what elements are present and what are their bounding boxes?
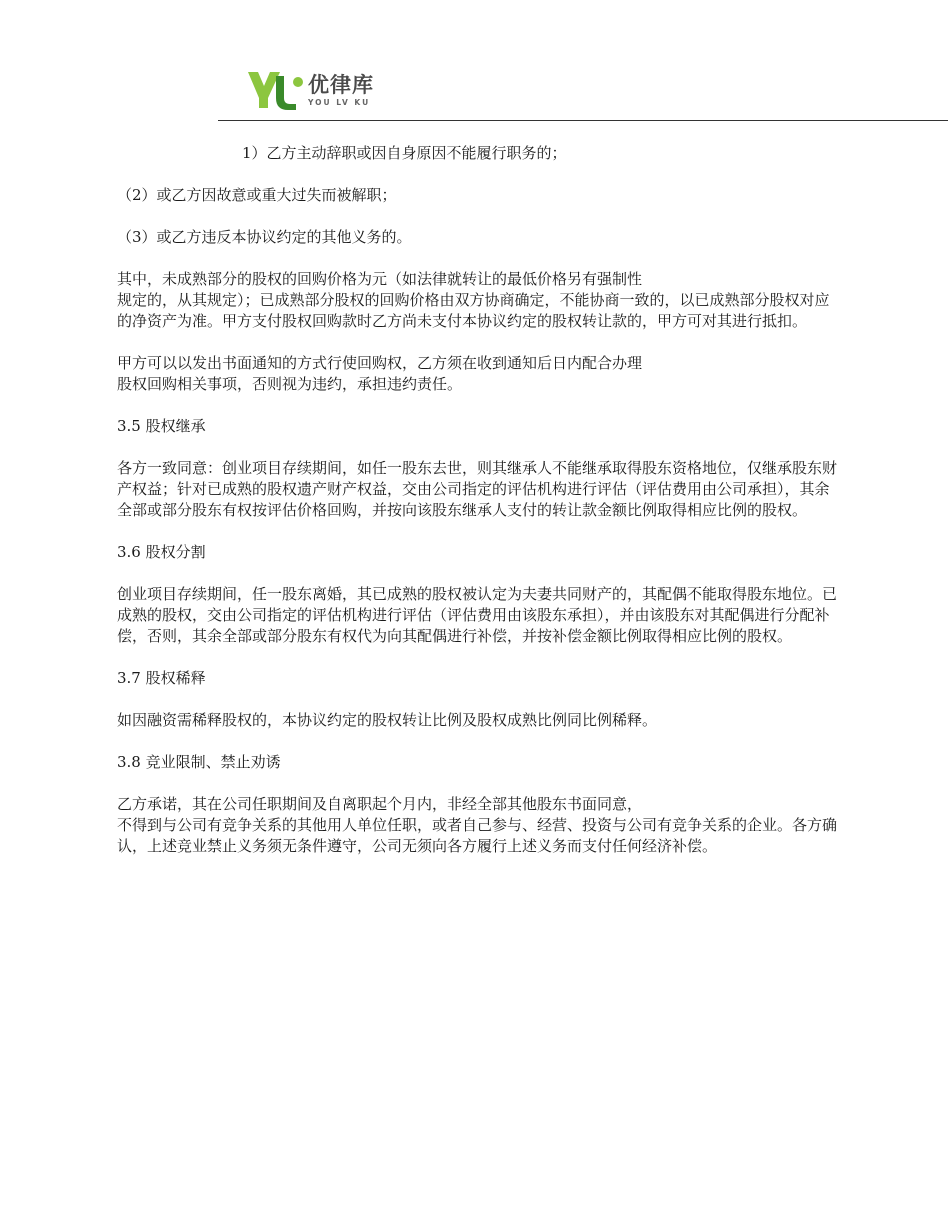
section-body-3-8-rest: 不得到与公司有竞争关系的其他用人单位任职，或者自己参与、经营、投资与公司有竞争关系的企业。各方确认，上述竞业禁止义务须无条件遵守，公司无须向各方履行上述义务而支付任何经济补偿。 — [117, 816, 838, 855]
section-body-3-8-line1: 乙方承诺，其在公司任职期间及自离职起个月内，非经全部其他股东书面同意， — [117, 795, 643, 813]
clause-item-1: 1）乙方主动辞职或因自身原因不能履行职务的； — [242, 144, 567, 162]
section-heading-3-5: 3.5 股权继承 — [117, 417, 206, 435]
clause-item-3: （3）或乙方违反本协议约定的其他义务的。 — [117, 228, 412, 246]
section-heading-3-7: 3.7 股权稀释 — [117, 669, 206, 687]
header-divider — [218, 120, 948, 121]
logo — [246, 68, 374, 112]
paragraph-notice-line1: 甲方可以以发出书面通知的方式行使回购权，乙方须在收到通知后日内配合办理 — [117, 354, 643, 372]
section-heading-3-8: 3.8 竞业限制、禁止劝诱 — [117, 753, 281, 771]
paragraph-price-rest: 规定的，从其规定）；已成熟部分股权的回购价格由双方协商确定，不能协商一致的，以已成熟部分股权对应的净资产为准。甲方支付股权回购款时乙方尚未支付本协议约定的股权转让款的，甲方可对其进行抵扣。 — [117, 291, 830, 330]
logo-text-en: YOU LV KU — [308, 98, 371, 107]
section-body-3-5: 各方一致同意：创业项目存续期间，如任一股东去世，则其继承人不能继承取得股东资格地位，仅继承股东财产权益；针对已成熟的股权遗产财产权益，交由公司指定的评估机构进行评估（评估费用由公司承担），其余全部或部分股东有权按评估价格回购，并按向该股东继承人支付的转让款金额比例取得相应比例的股权。 — [117, 459, 838, 519]
paragraph-notice-rest: 股权回购相关事项，否则视为违约，承担违约责任。 — [117, 375, 463, 393]
logo-text-cn: 优律库 — [308, 73, 374, 97]
document-body — [117, 143, 842, 857]
section-heading-3-6: 3.6 股权分割 — [117, 543, 206, 561]
clause-item-2: （2）或乙方因故意或重大过失而被解职； — [117, 186, 397, 204]
section-body-3-7: 如因融资需稀释股权的，本协议约定的股权转让比例及股权成熟比例同比例稀释。 — [117, 711, 658, 729]
section-body-3-6: 创业项目存续期间，任一股东离婚，其已成熟的股权被认定为夫妻共同财产的，其配偶不能取得股东地位。已成熟的股权，交由公司指定的评估机构进行评估（评估费用由该股东承担），并由该股东对其配偶进行分配补偿，否则，其余全部或部分股东有权代为向其配偶进行补偿，并按补偿金额比例取得相应比例的股权。 — [117, 585, 838, 645]
logo-mark-icon — [246, 68, 304, 112]
paragraph-price-line1: 其中，未成熟部分的股权的回购价格为元（如法律就转让的最低价格另有强制性 — [117, 270, 643, 288]
